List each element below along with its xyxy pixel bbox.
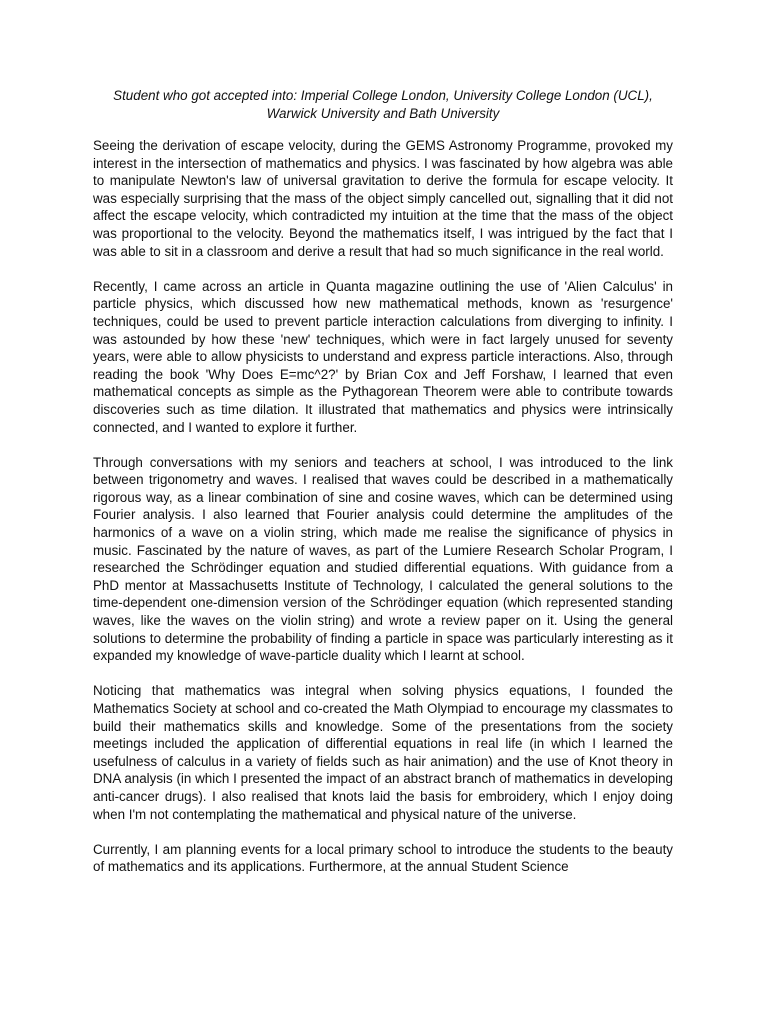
paragraph-mathematics-society: Noticing that mathematics was integral when solving physics equations, I founded the Mathematics Society at school and co-created the Math Olympiad to encourage my classmates to build their mathematics skills and knowledge. Some of the presentations from the society meetings included the application of differential equations in real life (in which I learned the usefulness of calculus in a variety of fields such as hair animation) and the use of Knot theory in DNA analysis (in which I presented the impact of an abstract branch of mathematics in developing anti-cancer drugs). I also realised that knots laid the basis for embroidery, which I enjoy doing when I'm not contemplating the mathematical and physical nature of the universe. xyxy=(93,683,673,822)
paragraph-escape-velocity: Seeing the derivation of escape velocity, during the GEMS Astronomy Programme, provoked my interest in the intersection of mathematics and physics. I was fascinated by how algebra was able to manipulate Newton's law of universal gravitation to derive the formula for escape velocity. It was especially surprising that the mass of the object simply cancelled out, signalling that it did not affect the escape velocity, which contradicted my intuition at the time that the mass of the object was proportional to the velocity. Beyond the mathematics itself, I was intrigued by the fact that I was able to sit in a classroom and derive a result that had so much significance in the real world. xyxy=(93,138,673,259)
paragraph-primary-school: Currently, I am planning events for a local primary school to introduce the students to the beauty of mathematics and its applications. Furthermore, at the annual Student Science xyxy=(93,841,673,875)
document-body xyxy=(93,137,673,894)
paragraph-waves: Through conversations with my seniors and teachers at school, I was introduced to the link between trigonometry and waves. I realised that waves could be described in a mathematically rigorous way, as a linear combination of sine and cosine waves, which can be determined using Fourier analysis. I also learned that Fourier analysis could determine the amplitudes of the harmonics of a wave on a violin string, which made me realise the significance of physics in music. Fascinated by the nature of waves, as part of the Lumiere Research Scholar Program, I researched the Schrödinger equation and studied differential equations. With guidance from a PhD mentor at Massachusetts Institute of Technology, I calculated the general solutions to the time-dependent one-dimension version of the Schrödinger equation (which represented standing waves, like the waves on the violin string) and wrote a review paper on it. Using the general solutions to determine the probability of finding a particle in space was particularly interesting as it expanded my knowledge of wave-particle duality which I learnt at school. xyxy=(93,454,673,664)
paragraph-alien-calculus: Recently, I came across an article in Quanta magazine outlining the use of 'Alien Calculus' in particle physics, which discussed how new mathematical methods, known as 'resurgence' techniques, could be used to prevent particle interaction calculations from diverging to infinity. I was astounded by how these 'new' techniques, which were in fact largely unused for seventy years, were able to allow physicists to understand and express particle interactions. Also, through reading the book 'Why Does E=mc^2?' by Brian Cox and Jeff Forshaw, I learned that even mathematical concepts as simple as the Pythagorean Theorem were able to contribute towards discoveries such as time dilation. It illustrated that mathematics and physics were intrinsically connected, and I wanted to explore it further. xyxy=(93,278,673,435)
document-heading: Student who got accepted into: Imperial College London, University College London (UCL), Warwick University and Bath University xyxy=(113,88,653,121)
